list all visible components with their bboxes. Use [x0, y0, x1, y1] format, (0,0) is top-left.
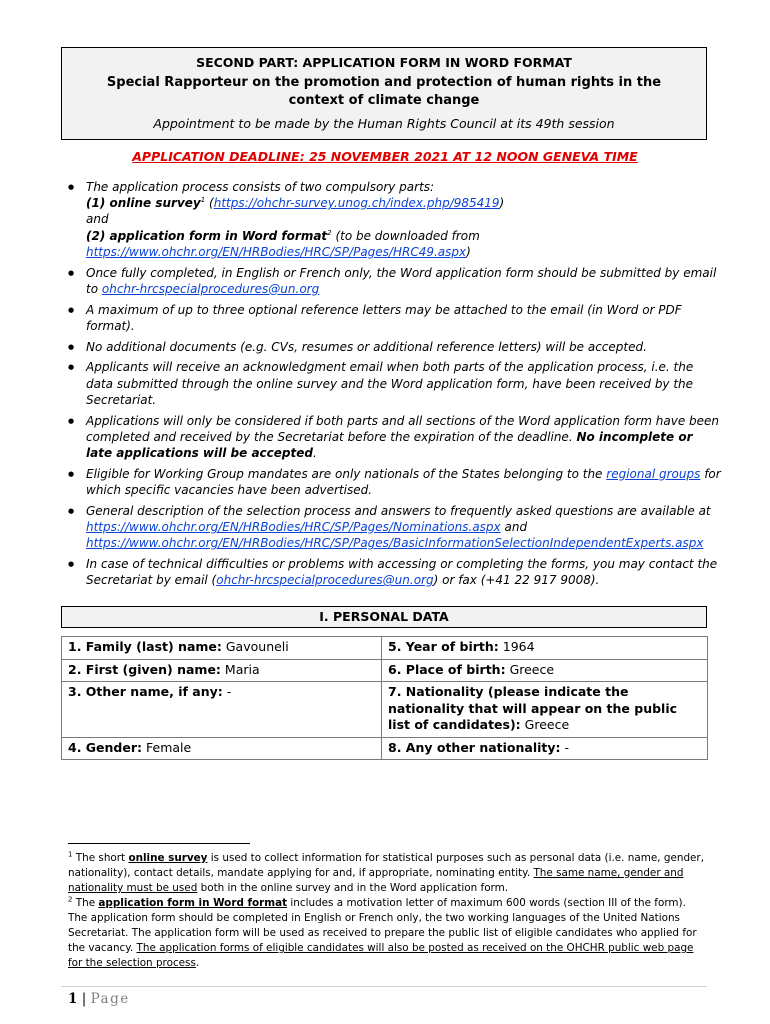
list-item: ● Once fully completed, in English or French only, the Word application form should be submitted by email to ohchr-hrcspecialprocedures@un.org: [62, 265, 722, 297]
mandate-title: Special Rapporteur on the promotion and protection of human rights in the context of climate change: [106, 75, 662, 108]
form-header-box: [61, 47, 707, 140]
footnote-ref-2[interactable]: 2: [327, 228, 332, 237]
list-item: ● Applicants will receive an acknowledgment email when both parts of the application process, i.e. the data submitted through the online survey and the Word application form, have been received by the Secretariat.: [62, 359, 722, 408]
other-nationality-cell[interactable]: 8. Any other nationality: -: [382, 737, 708, 760]
list-item: ● Eligible for Working Group mandates are only nationals of the States belonging to the regional groups for which specific vacancies have been advertised.: [62, 466, 722, 498]
nationality-cell[interactable]: 7. Nationality (please indicate the nationality that will appear on the public list of candidates): Greece: [382, 682, 708, 738]
personal-data-heading: I. PERSONAL DATA: [61, 606, 707, 628]
year-of-birth-value: 1964: [502, 639, 535, 654]
nominations-link[interactable]: https://www.ohchr.org/EN/HRBodies/HRC/SP/Pages/Nominations.aspx: [86, 520, 501, 535]
list-item: ● A maximum of up to three optional reference letters may be attached to the email (in Word or PDF format).: [62, 302, 722, 334]
late-applications-warning: No incomplete or late applications will be accepted: [86, 429, 693, 461]
table-row: [62, 682, 708, 738]
email-link[interactable]: ohchr-hrcspecialprocedures@un.org: [101, 281, 320, 296]
other-name-cell[interactable]: 3. Other name, if any: -: [62, 682, 382, 738]
word-form-label: (2) application form in Word format: [86, 228, 328, 243]
other-name-value: -: [226, 684, 232, 699]
footnote-1: $^1$ The short online survey is used to collect information for statistical purposes such as personal data (i.e. name, gender, nationality), contact details, mandate applying for and, if appropriate, nominating entity. The same name, gender and nationality must be used both in the online survey and in the Word application form.: [68, 850, 705, 894]
place-of-birth-value: Greece: [509, 661, 555, 677]
footer-divider: [61, 986, 707, 987]
list-item: ● The application process consists of two compulsory parts: (1) online survey$^1$ (https://ohchr-survey.unog.ch/index.php/985419) and (2) application form in Word format$^2$ (to be downloaded from https://www.ohchr.org/EN/HRBodies/HRC/SP/Pages/HRC49.aspx): [62, 179, 722, 260]
footnote-2: $^2$ The application form in Word format includes a motivation letter of maximum 600 words (section III of the form). The application form should be completed in English or French only, the two working languages of the United Nations Secretariat. The application form will be used as received to prepare the public list of eligible candidates who applied for the vacancy. The application forms of eligible candidates will also be posted as received on the OHCHR public web page for the selection process.: [68, 895, 697, 969]
family-name-cell[interactable]: 1. Family (last) name: Gavouneli: [62, 637, 382, 660]
selection-info-link[interactable]: https://www.ohchr.org/EN/HRBodies/HRC/SP/Pages/BasicInformationSelectionIndependentExperts.aspx: [86, 536, 704, 551]
online-survey-link[interactable]: https://ohchr-survey.unog.ch/index.php/985419: [213, 196, 500, 211]
gender-value: Female: [146, 739, 192, 755]
contact-email-link[interactable]: ohchr-hrcspecialprocedures@un.org: [216, 573, 434, 588]
place-of-birth-cell[interactable]: 6. Place of birth: Greece: [382, 659, 708, 682]
table-row: [62, 659, 708, 682]
personal-data-table: [61, 636, 708, 760]
list-item: ● General description of the selection process and answers to frequently asked questions are available at https://www.ohchr.org/EN/HRBodies/HRC/SP/Pages/Nominations.aspx and https://www.ohchr.org/EN/HRBodies/HRC/SP/Pages/BasicInformationSelectionIndependentExperts.aspx: [62, 503, 722, 552]
list-item: ● No additional documents (e.g. CVs, resumes or additional reference letters) will be accepted.: [62, 339, 722, 355]
first-name-value: Maria: [224, 661, 260, 677]
online-survey-label: (1) online survey: [86, 196, 201, 211]
nationality-value: Greece: [524, 717, 570, 732]
gender-cell[interactable]: 4. Gender: Female: [62, 737, 382, 760]
list-item: ● In case of technical difficulties or problems with accessing or completing the forms, you may contact the Secretariat by email (ohchr-hrcspecialprocedures@un.org) or fax (+41 22 917 9008).: [62, 556, 722, 588]
form-part-title: SECOND PART: APPLICATION FORM IN WORD FORMAT: [196, 55, 572, 70]
other-nationality-value: -: [564, 739, 570, 755]
regional-groups-link[interactable]: regional groups: [606, 466, 701, 481]
table-row: [62, 737, 708, 760]
year-of-birth-cell[interactable]: 5. Year of birth: 1964: [382, 637, 708, 660]
list-item: ● Applications will only be considered if both parts and all sections of the Word application form have been completed and received by the Secretariat before the expiration of the deadline. No incomplete or late applications will be accepted.: [62, 413, 722, 462]
application-deadline: APPLICATION DEADLINE: 25 NOVEMBER 2021 AT 12 NOON GENEVA TIME: [132, 149, 638, 164]
appointment-note: Appointment to be made by the Human Rights Council at its 49th session: [153, 116, 615, 131]
footnotes: [68, 851, 704, 971]
family-name-value: Gavouneli: [225, 639, 289, 654]
footnote-ref-1[interactable]: 1: [200, 196, 206, 205]
table-row: [62, 637, 708, 660]
first-name-cell[interactable]: 2. First (given) name: Maria: [62, 659, 382, 682]
footnote-separator: [68, 843, 250, 844]
page-number: 1 | Page: [68, 991, 130, 1007]
hrc49-page-link[interactable]: https://www.ohchr.org/EN/HRBodies/HRC/SP/Pages/HRC49.aspx: [86, 244, 467, 259]
instructions-list: [62, 179, 722, 593]
